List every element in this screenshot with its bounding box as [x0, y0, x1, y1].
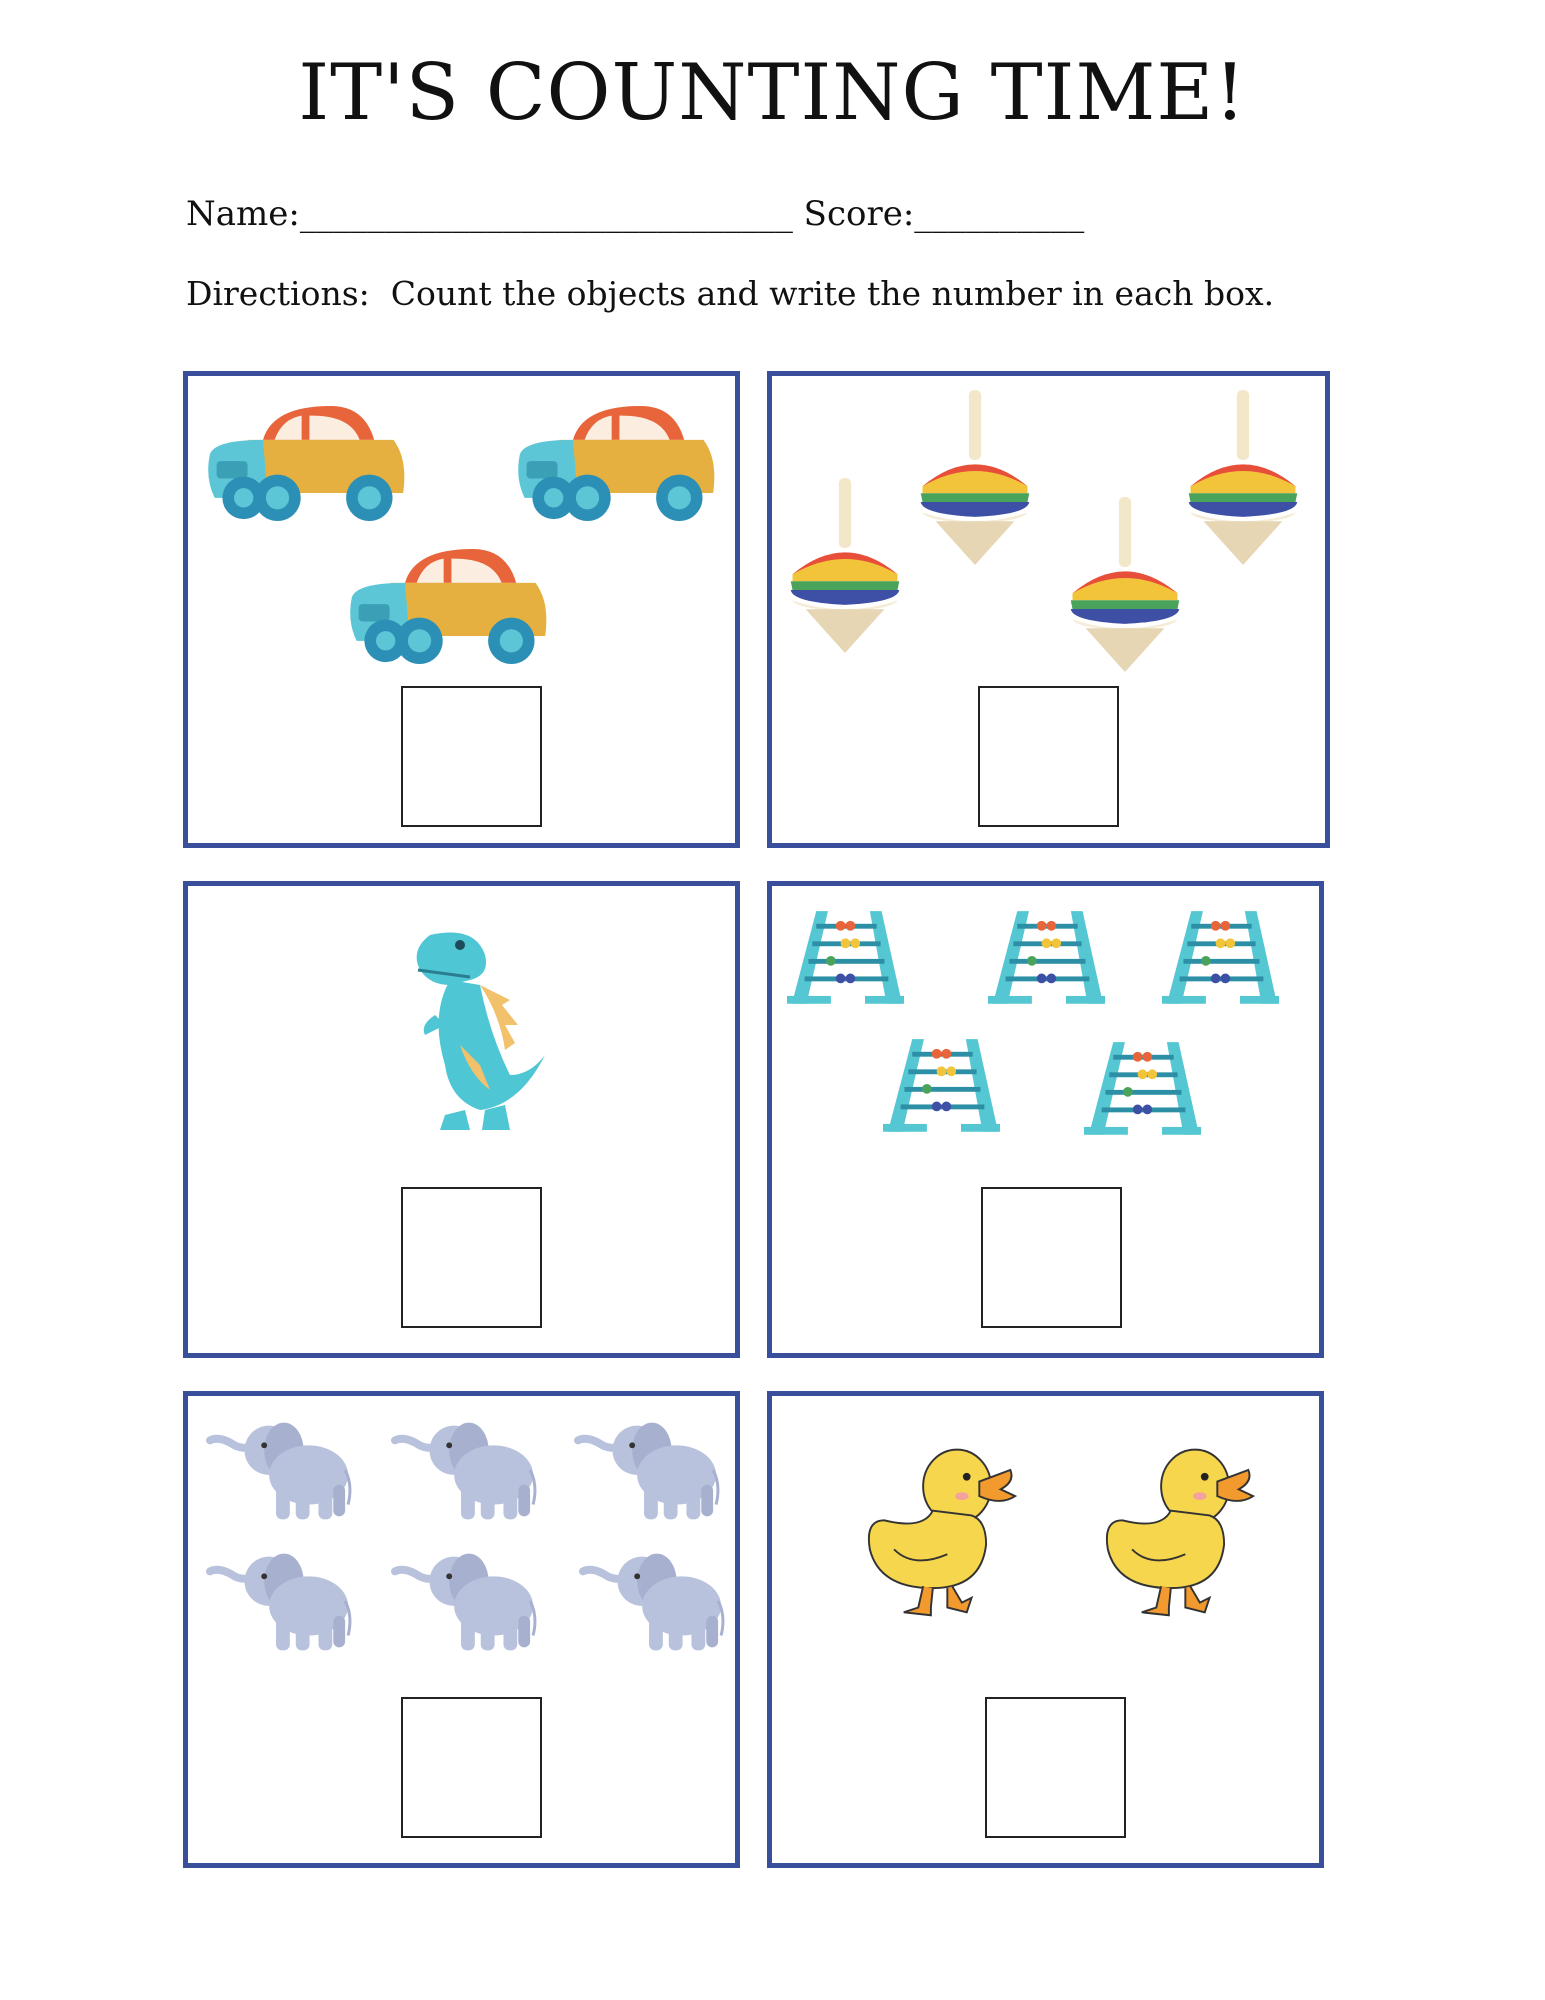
answer-box-elephants[interactable] [401, 1697, 542, 1838]
spinning-top-icon [1178, 390, 1308, 565]
car-icon [347, 543, 550, 671]
answer-box-cars[interactable] [401, 686, 542, 827]
answer-box-spinning-tops[interactable] [978, 686, 1119, 827]
elephant-icon [573, 1415, 721, 1525]
car-icon [205, 400, 408, 528]
answer-box-dinosaur[interactable] [401, 1187, 542, 1328]
abacus-icon [787, 905, 904, 1005]
name-score-line [186, 194, 1084, 234]
abacus-icon [1162, 905, 1279, 1005]
elephant-icon [390, 1415, 538, 1525]
elephant-icon [578, 1546, 726, 1656]
directions-text: Directions: Count the objects and write the number in each box. [186, 274, 1275, 313]
name-blank[interactable]: _____________________________ [299, 194, 793, 234]
spinning-top-icon [780, 478, 910, 653]
answer-box-abacuses[interactable] [981, 1187, 1122, 1328]
abacus-icon [883, 1033, 1000, 1133]
duck-icon [1103, 1440, 1258, 1620]
elephant-icon [205, 1546, 353, 1656]
duck-icon [865, 1440, 1020, 1620]
answer-box-ducks[interactable] [985, 1697, 1126, 1838]
elephant-icon [390, 1546, 538, 1656]
car-icon [515, 400, 718, 528]
dinosaur-icon [390, 925, 550, 1135]
spinning-top-icon [910, 390, 1040, 565]
abacus-icon [1084, 1036, 1201, 1136]
name-label: Name: [186, 194, 300, 234]
score-label: Score: [803, 194, 915, 234]
abacus-icon [988, 905, 1105, 1005]
spinning-top-icon [1060, 497, 1190, 672]
score-blank[interactable]: __________ [914, 194, 1085, 234]
worksheet-title: IT'S COUNTING TIME! [298, 48, 1247, 138]
elephant-icon [205, 1415, 353, 1525]
